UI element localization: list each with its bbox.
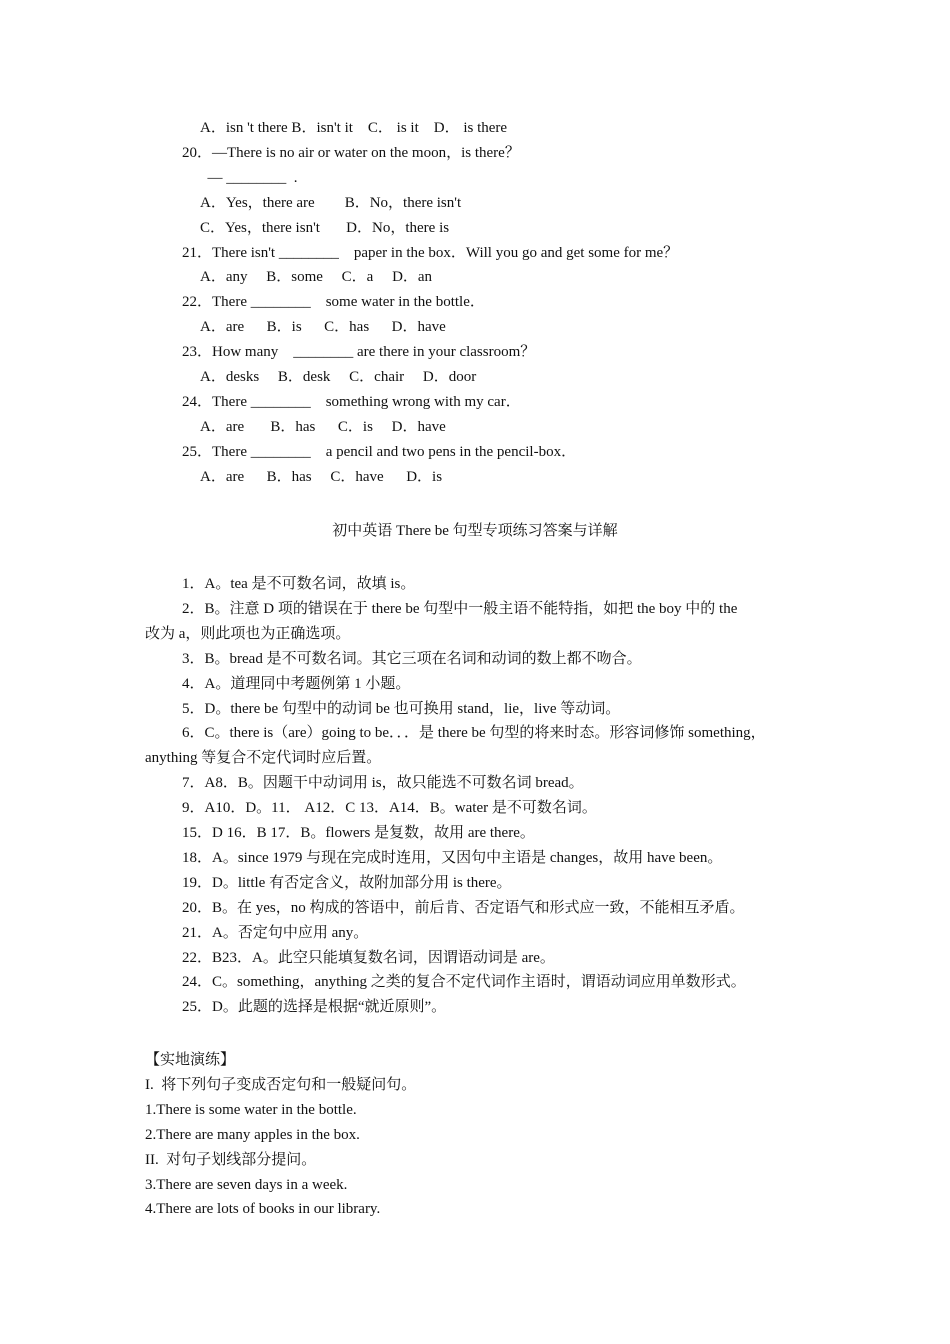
answer-22-23: 22．B23．A。此空只能填复数名词，因谓语动词是 are。 [182,949,555,966]
practice-item-4: 4.There are lots of books in our library. [145,1201,381,1218]
answer-9-14: 9．A10．D。11． A12．C 13．A14．B。water 是不可数名词。 [182,800,597,817]
q22-options: A．are B．is C．has D．have [200,319,446,336]
answer-6: 6．C。there is（are）going to be．．．是 there be 句型的将来时态。形容词修饰 something， [182,725,766,742]
answer-3: 3．B。bread 是不可数名词。其它三项在名词和动词的数上都不吻合。 [182,650,642,667]
answer-2: 2．B。注意 D 项的错误在于 there be 句型中一般主语不能特指，如把 the boy 中的 the [182,600,738,617]
q20-options-ab: A．Yes，there are B．No，there isn't [200,194,462,211]
practice-part-1: I. 将下列句子变成否定句和一般疑问句。 [145,1076,417,1093]
answer-25: 25．D。此题的选择是根据“就近原则”。 [182,999,447,1016]
practice-item-3: 3.There are seven days in a week. [145,1176,348,1193]
answer-18: 18．A。since 1979 与现在完成时连用，又因句中主语是 changes，故用 have been。 [182,849,723,866]
answer-7-8: 7．A8．B。因题干中动词用 is，故只能选不可数名词 bread。 [182,775,584,792]
q24-options: A．are B．has C．is D．have [200,418,446,435]
practice-part-2: II. 对句子划线部分提问。 [145,1151,317,1168]
practice-heading: 【实地演练】 [145,1052,236,1068]
practice-item-2: 2.There are many apples in the box. [145,1126,360,1143]
q23-stem: 23．How many ________ are there in your classroom？ [182,344,536,361]
answer-19: 19．D。little 有否定含义，故附加部分用 is there。 [182,874,512,891]
answer-1: 1．A。tea 是不可数名词，故填 is。 [182,576,416,592]
answers-title: 初中英语 There be 句型专项练习答案与详解 [332,523,618,539]
answer-15-17: 15．D 16．B 17．B。flowers 是复数，故用 are there。 [182,825,535,841]
q24-stem: 24．There ________ something wrong with my car． [182,393,521,410]
practice-item-1: 1.There is some water in the bottle. [145,1101,357,1118]
answer-24: 24．C。something，anything 之类的复合不定代词作主语时，谓语动词应用单数形式。 [182,974,746,991]
q20-stem: 20．—There is no air or water on the moon，is there？ [182,144,520,161]
q21-stem: 21．There isn't ________ paper in the box．Will you go and get some for me？ [182,244,679,261]
answer-21: 21．A。否定句中应用 any。 [182,924,369,941]
q19-options: A．isn 't there B．isn't it C． is it D． is there [200,120,508,136]
q25-options: A．are B．has C．have D．is [200,468,443,485]
answer-6-cont: anything 等复合不定代词时应后置。 [145,750,382,767]
answer-4: 4．A。道理同中考题例第 1 小题。 [182,675,411,692]
answer-2-cont: 改为 a，则此项也为正确选项。 [145,625,351,642]
q21-options: A．any B．some C．a D．an [200,269,433,286]
q23-options: A．desks B．desk C．chair D．door [200,369,477,385]
q22-stem: 22．There ________ some water in the bottle． [182,294,485,311]
q25-stem: 25．There ________ a pencil and two pens in the pencil-box． [182,443,577,460]
answer-5: 5．D。there be 句型中的动词 be 也可换用 stand，lie，live 等动词。 [182,700,621,717]
q20-options-cd: C．Yes，there isn't D．No，there is [200,219,450,236]
answer-20: 20．B。在 yes，no 构成的答语中，前后肯、否定语气和形式应一致，不能相互矛盾。 [182,899,745,916]
q20-blank: — ________ . [200,169,298,186]
